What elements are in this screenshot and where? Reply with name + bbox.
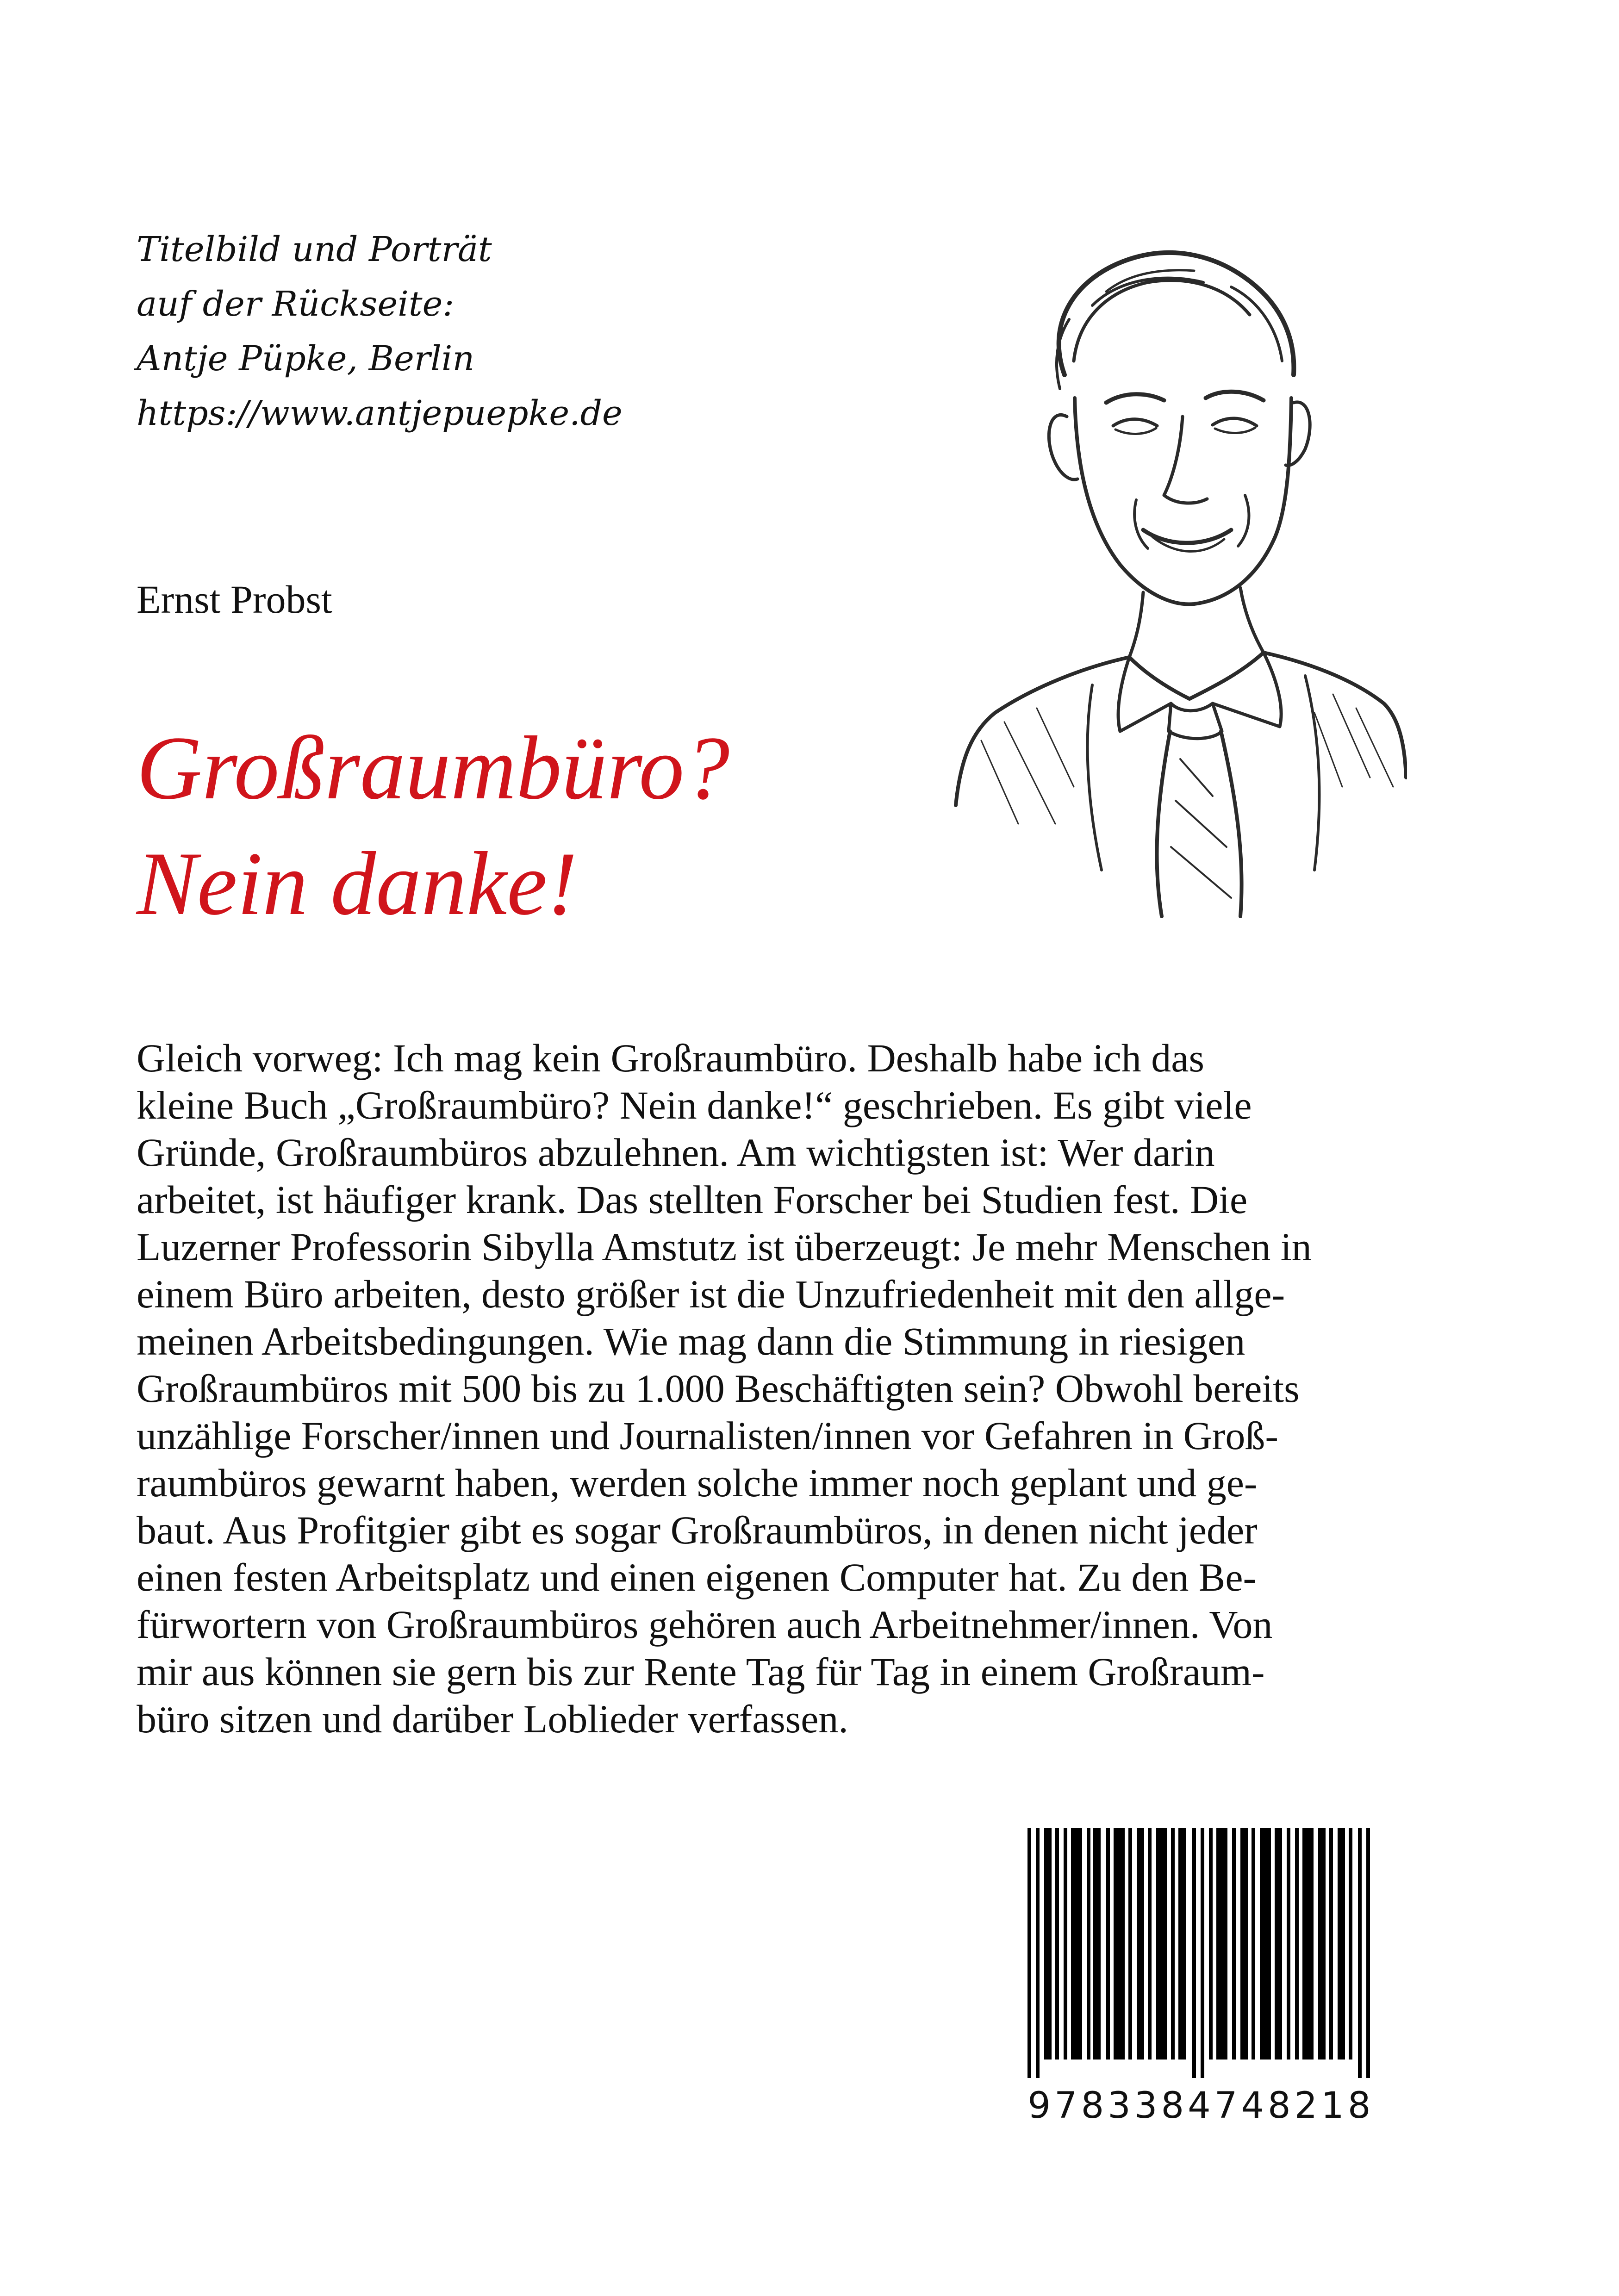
credits-line: Antje Püpke, Berlin [137, 339, 475, 379]
title-line-1: Großraumbüro? [137, 718, 730, 818]
isbn-number: 9783384748218 [1027, 2085, 1375, 2127]
portrait-sketch-icon [953, 222, 1407, 944]
isbn-barcode [1023, 1828, 1379, 2134]
blurb-line: mir aus können sie gern bis zur Rente Tag für Tag in einem Großraum- [137, 1649, 1265, 1694]
blurb-line: einem Büro arbeiten, desto größer ist die Unzufriedenheit mit den allge- [137, 1272, 1285, 1316]
blurb-line: unzählige Forscher/innen und Journalisten/innen vor Gefahren in Groß- [137, 1413, 1279, 1458]
blurb-line: kleine Buch „Großraumbüro? Nein danke!“ geschrieben. Es gibt viele [137, 1083, 1252, 1127]
barcode-icon [1023, 1828, 1379, 2078]
blurb-line: Gleich vorweg: Ich mag kein Großraumbüro. Deshalb habe ich das [137, 1036, 1204, 1080]
blurb-line: raumbüros gewarnt haben, werden solche immer noch geplant und ge- [137, 1461, 1258, 1505]
author-name: Ernst Probst [137, 577, 332, 622]
title-line-2: Nein danke! [137, 834, 578, 934]
blurb-line: Großraumbüros mit 500 bis zu 1.000 Beschäftigten sein? Obwohl bereits [137, 1366, 1300, 1411]
credits-line: Titelbild und Porträt [137, 230, 492, 269]
book-title [137, 710, 923, 942]
blurb-line: einen festen Arbeitsplatz und einen eigenen Computer hat. Zu den Be- [137, 1555, 1257, 1599]
credits-url: https://www.antjepuepke.de [137, 393, 623, 433]
blurb-line: Gründe, Großraumbüros abzulehnen. Am wichtigsten ist: Wer darin [137, 1130, 1215, 1175]
blurb-line: baut. Aus Profitgier gibt es sogar Großraumbüros, in denen nicht jeder [137, 1508, 1258, 1552]
blurb-line: büro sitzen und darüber Loblieder verfassen. [137, 1697, 848, 1741]
blurb-line: arbeitet, ist häufiger krank. Das stellten Forscher bei Studien fest. Die [137, 1177, 1248, 1222]
cover-credits [137, 222, 738, 441]
blurb-line: Luzerner Professorin Sibylla Amstutz ist überzeugt: Je mehr Menschen in [137, 1225, 1312, 1269]
blurb-line: meinen Arbeitsbedingungen. Wie mag dann die Stimmung in riesigen [137, 1319, 1245, 1363]
credits-line: auf der Rückseite: [137, 284, 455, 324]
blurb-text [137, 1034, 1460, 1742]
blurb-line: fürwortern von Großraumbüros gehören auch Arbeitnehmer/innen. Von [137, 1602, 1273, 1647]
